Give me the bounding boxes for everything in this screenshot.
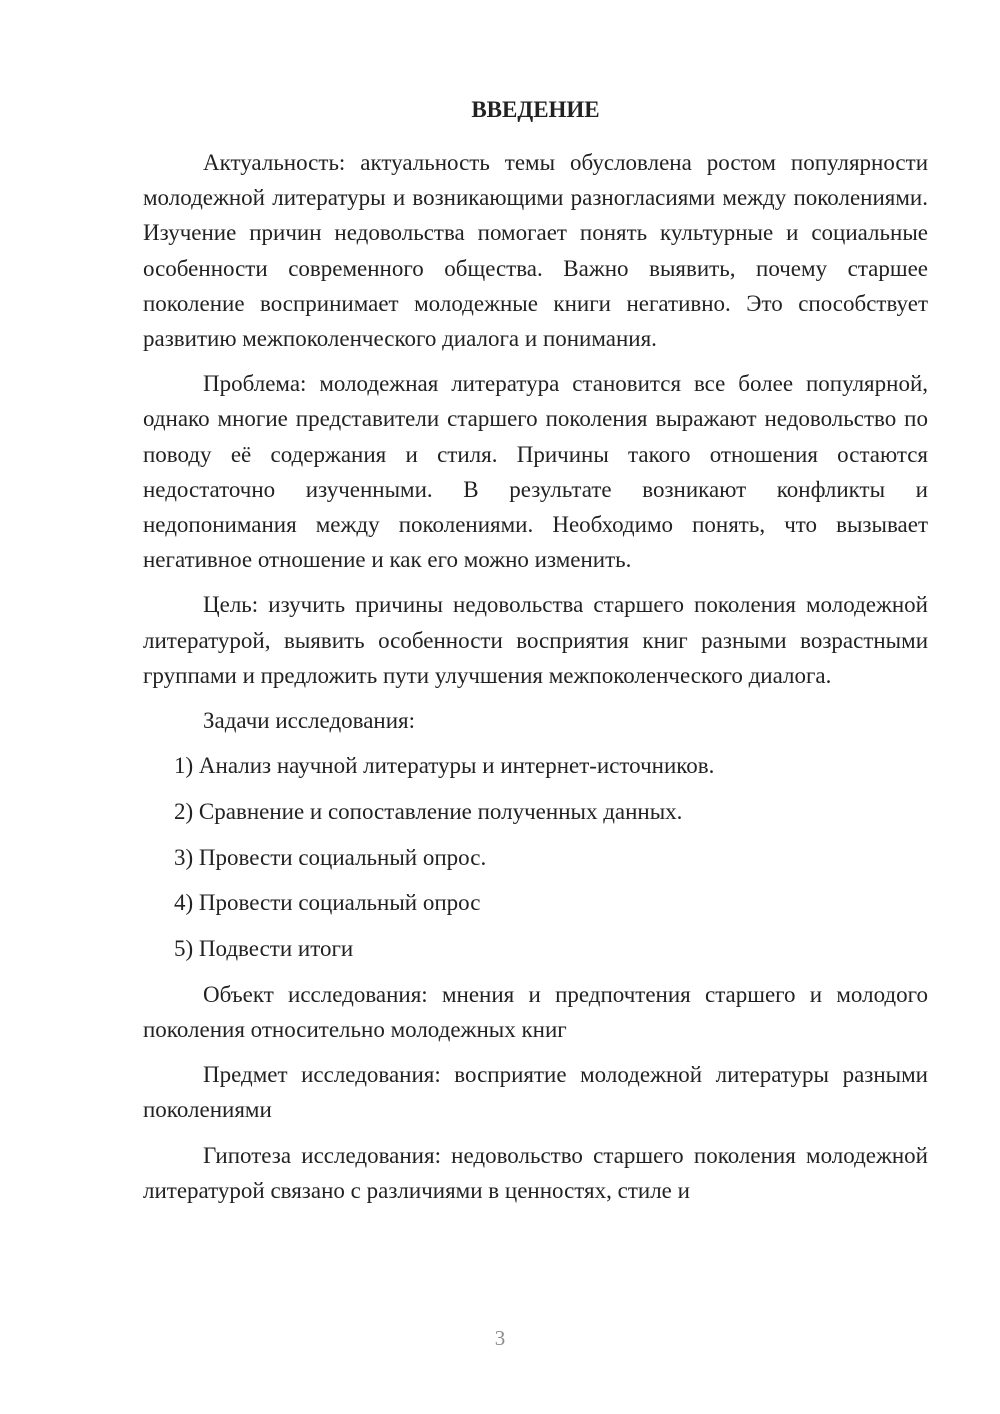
page-number: 3 bbox=[494, 1326, 506, 1350]
document-page bbox=[143, 96, 928, 1316]
document-heading: ВВЕДЕНИЕ bbox=[471, 97, 600, 122]
task-item: 5) Подвести итоги bbox=[174, 936, 354, 962]
task-item: 4) Провести социальный опрос bbox=[174, 890, 481, 916]
goal-paragraph: Цель: изучить причины недовольства старшего поколения молодежной литературой, выявить особенности восприятия книг разными возрастными группами и предложить пути улучшения межпоколенческого диалога. bbox=[143, 592, 928, 688]
tasks-list bbox=[143, 748, 928, 966]
relevance-paragraph: Актуальность: актуальность темы обусловлена ростом популярности молодежной литературы и возникающими разногласиями между поколениями. Изучение причин недовольства помогает понять культурные и социальные особенности современного общества. Важно выявить, почему старшее поколение воспринимает молодежные книги негативно. Это способствует развитию межпоколенческого диалога и понимания. bbox=[143, 150, 928, 352]
task-item: 1) Анализ научной литературы и интернет-источников. bbox=[174, 753, 715, 779]
subject-paragraph: Предмет исследования: восприятие молодежной литературы разными поколениями bbox=[143, 1062, 928, 1123]
problem-paragraph: Проблема: молодежная литература становится все более популярной, однако многие представители старшего поколения выражают недовольство по поводу её содержания и стиля. Причины такого отношения остаются недостаточно изученными. В результате возникают конфликты и недопонимания между поколениями. Необходимо понять, что вызывает негативное отношение и как его можно изменить. bbox=[143, 371, 928, 573]
task-item: 2) Сравнение и сопоставление полученных данных. bbox=[174, 798, 683, 824]
tasks-heading: Задачи исследования: bbox=[203, 708, 416, 734]
task-item: 3) Провести социальный опрос. bbox=[174, 844, 487, 870]
object-paragraph: Объект исследования: мнения и предпочтения старшего и молодого поколения относительно молодежных книг bbox=[143, 981, 928, 1042]
hypothesis-paragraph: Гипотеза исследования: недовольство старшего поколения молодежной литературой связано с различиями в ценностях, стиле и bbox=[143, 1142, 928, 1203]
